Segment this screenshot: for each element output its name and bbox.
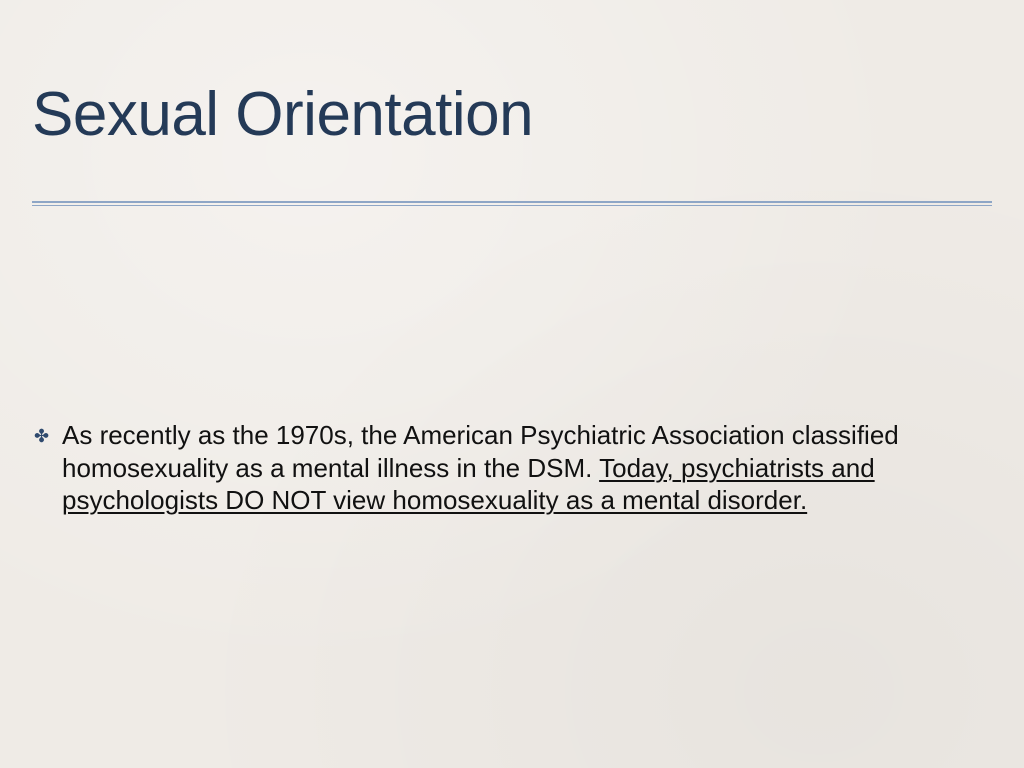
slide-title: Sexual Orientation	[32, 80, 534, 149]
bullet-text-underlined: Today, psychiatrists and psychologists DO NOT view homosexuality as a mental disorder.	[62, 452, 875, 515]
bullet-list	[34, 419, 944, 517]
title-divider	[32, 201, 992, 206]
bullet-text: As recently as the 1970s, the American Psychiatric Association classified homosexuality as a mental illness in the DSM.	[62, 420, 899, 483]
bullet-item	[34, 419, 944, 517]
bullet-marker-icon: ✤	[34, 426, 50, 446]
